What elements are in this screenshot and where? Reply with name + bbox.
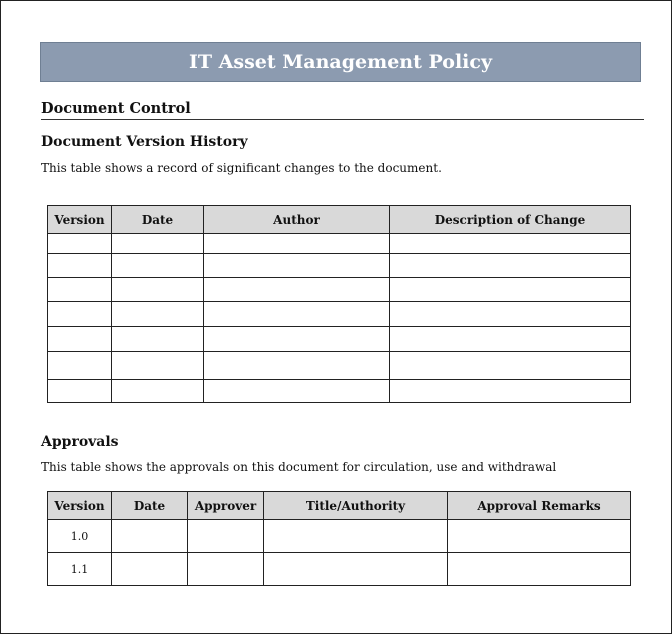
- table-cell[interactable]: [448, 520, 631, 553]
- approvals-description: This table shows the approvals on this document for circulation, use and withdrawal: [41, 460, 557, 474]
- table-cell[interactable]: [204, 254, 390, 278]
- table-cell[interactable]: [112, 254, 204, 278]
- table-cell[interactable]: [48, 234, 112, 254]
- table-row: [48, 254, 631, 278]
- table-cell[interactable]: [112, 327, 204, 352]
- table-cell[interactable]: [390, 380, 631, 403]
- table-cell[interactable]: [204, 380, 390, 403]
- table-cell[interactable]: [264, 553, 448, 586]
- table-row: [48, 352, 631, 380]
- table-cell[interactable]: [112, 234, 204, 254]
- table-cell[interactable]: [112, 352, 204, 380]
- column-header-approver: Approver: [188, 492, 264, 520]
- table-cell[interactable]: [48, 352, 112, 380]
- table-cell[interactable]: [48, 254, 112, 278]
- column-header-title-authority: Title/Authority: [264, 492, 448, 520]
- table-cell[interactable]: [390, 254, 631, 278]
- column-header-version: Version: [48, 206, 112, 234]
- table-cell[interactable]: [112, 380, 204, 403]
- approvals-heading: Approvals: [41, 434, 119, 450]
- table-cell[interactable]: [48, 380, 112, 403]
- table-cell[interactable]: [390, 278, 631, 302]
- column-header-date: Date: [112, 206, 204, 234]
- table-cell[interactable]: [390, 327, 631, 352]
- table-row: [48, 302, 631, 327]
- table-cell[interactable]: [204, 352, 390, 380]
- version-history-header-row: [48, 206, 631, 234]
- column-header-author: Author: [204, 206, 390, 234]
- approvals-table: [47, 491, 631, 586]
- table-cell[interactable]: [448, 553, 631, 586]
- column-header-version: Version: [48, 492, 112, 520]
- table-cell[interactable]: [204, 327, 390, 352]
- table-cell-version[interactable]: 1.0: [48, 520, 112, 553]
- table-cell-version[interactable]: 1.1: [48, 553, 112, 586]
- table-cell[interactable]: [48, 302, 112, 327]
- column-header-approval-remarks: Approval Remarks: [448, 492, 631, 520]
- column-header-date: Date: [112, 492, 188, 520]
- table-cell[interactable]: [390, 352, 631, 380]
- table-row: [48, 553, 631, 586]
- table-cell[interactable]: [204, 278, 390, 302]
- column-header-description-of-change: Description of Change: [390, 206, 631, 234]
- table-cell[interactable]: [264, 520, 448, 553]
- table-cell[interactable]: [204, 234, 390, 254]
- table-row: [48, 278, 631, 302]
- table-cell[interactable]: [390, 234, 631, 254]
- version-history-heading: Document Version History: [41, 134, 248, 150]
- table-cell[interactable]: [204, 302, 390, 327]
- table-cell[interactable]: [112, 553, 188, 586]
- table-cell[interactable]: [48, 327, 112, 352]
- table-cell[interactable]: [188, 553, 264, 586]
- table-cell[interactable]: [112, 520, 188, 553]
- version-history-table: [47, 205, 631, 403]
- table-row: [48, 380, 631, 403]
- table-cell[interactable]: [112, 302, 204, 327]
- table-cell[interactable]: [48, 278, 112, 302]
- table-row: [48, 520, 631, 553]
- document-control-heading: Document Control: [41, 100, 644, 120]
- table-cell[interactable]: [390, 302, 631, 327]
- table-row: [48, 327, 631, 352]
- table-cell[interactable]: [188, 520, 264, 553]
- table-row: [48, 234, 631, 254]
- version-history-description: This table shows a record of significant changes to the document.: [41, 161, 442, 175]
- approvals-header-row: [48, 492, 631, 520]
- table-cell[interactable]: [112, 278, 204, 302]
- document-title: IT Asset Management Policy: [40, 42, 641, 82]
